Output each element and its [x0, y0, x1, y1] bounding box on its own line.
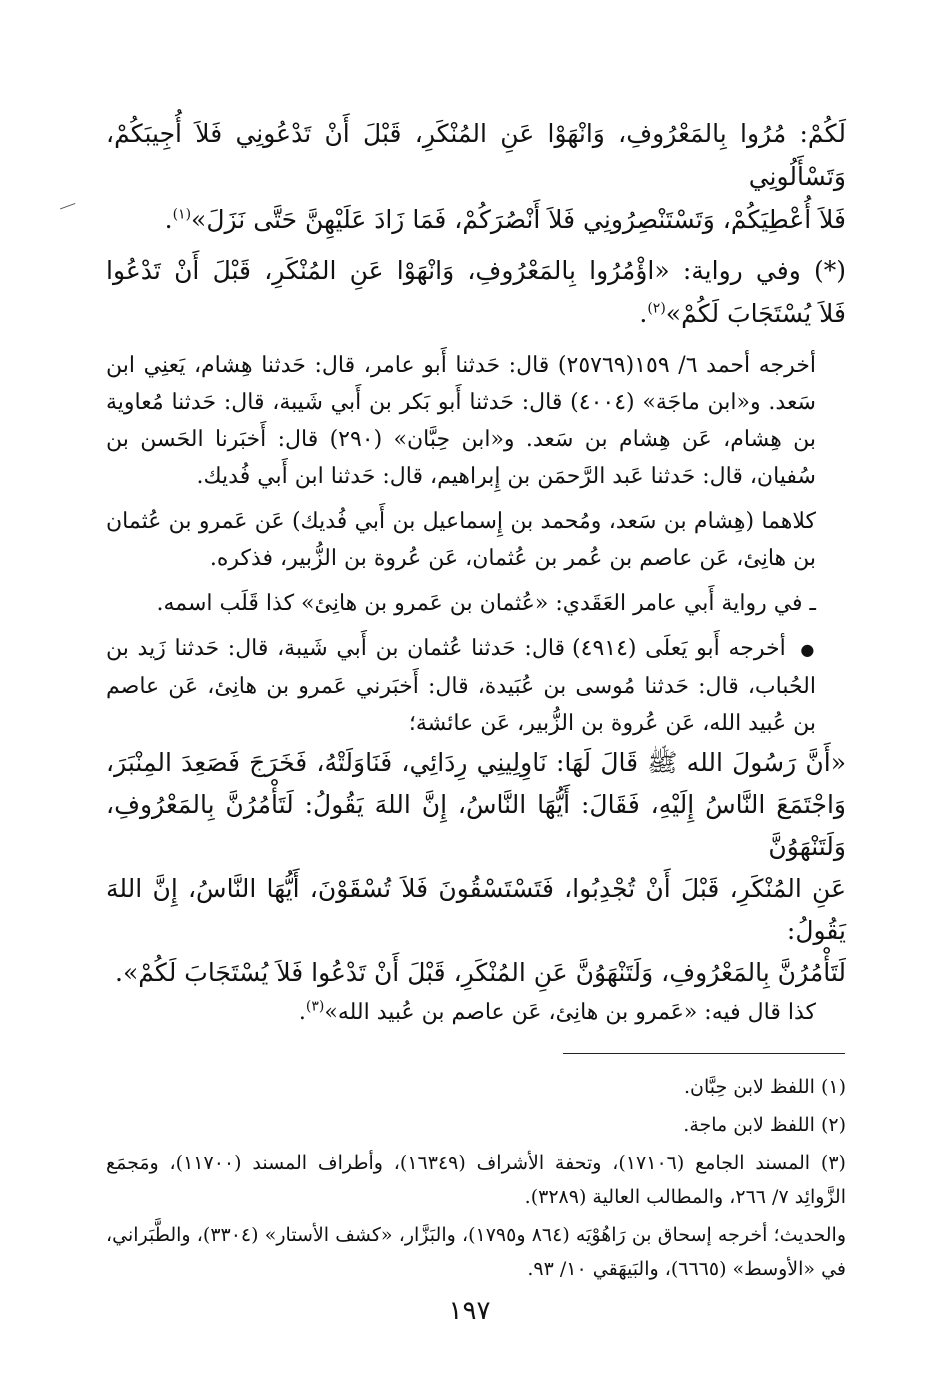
- footnotes: [106, 1070, 846, 1290]
- takhrij-kilahuma: كلاهما (هِشام بن سَعد، ومُحمد بن إِسماعيل بن أَبي فُديك) عَن عَمرو بن عُثمان بن هانِئ، عَن عاصم بن عُمر بن عُثمان، عَن عُروة بن الزُّبير، فذكره.: [106, 509, 816, 571]
- footnote-ref-2: (٢): [647, 300, 666, 317]
- hadith-intro: [106, 112, 846, 241]
- hadith-intro-line-1: لَكُمْ: مُرُوا بِالمَعْرُوفِ، وَانْهَوْا عَنِ المُنْكَرِ، قَبْلَ أَنْ تَدْعُونِي فَلاَ أُجِيبَكُمْ، وَتَسْأَلُونِي: [106, 119, 846, 191]
- footnote-3: (٣) المسند الجامع (١٧١٠٦)، وتحفة الأشراف (١٦٣٤٩)، وأطراف المسند (١١٧٠٠)، ومَجمَع الزَّوائِد ٧/ ٢٦٦، والمطالب العالية (٣٢٨٩).: [106, 1152, 846, 1208]
- footnote-1: (١) اللفظ لابن حِبَّان.: [683, 1076, 846, 1098]
- bullet-icon: ●: [800, 640, 816, 659]
- hadith-intro-line-2: فَلاَ أُعْطِيَكُمْ، وَتَسْتَنْصِرُونِي فَلاَ أَنْصُرَكُمْ، فَمَا زَادَ عَلَيْهِنَّ حَتَّى نَزَلَ»$^{(١)}$.: [164, 205, 846, 234]
- kadha-note-wrap: [106, 994, 846, 1031]
- takhrij-abu-amir-note: ـ في رواية أَبي عامر العَقَدي: «عُثمان بن عَمرو بن هانِئ» كذا قَلَب اسمه.: [156, 591, 816, 616]
- riwaya-line-2: فَلاَ يُسْتَجَابَ لَكُمْ»$^{(٢)}$.: [639, 299, 846, 328]
- footnote-3-continued: والحديث؛ أخرجه إسحاق بن رَاهُوْيَه (٨٦٤ و١٧٩٥)، والبَزَّار، «كشف الأستار» (٣٣٠٤)، والطَّبَراني، في «الأوسط» (٦٦٦٥)، والبَيهَقي ١٠/ ٩٣.: [106, 1224, 847, 1280]
- footnote-ref-3: (٣): [305, 998, 325, 1015]
- hadith-intro-line-2-text: فَلاَ أُعْطِيَكُمْ، وَتَسْتَنْصِرُونِي فَلاَ أَنْصُرَكُمْ، فَمَا زَادَ عَلَيْهِنَّ حَتَّى نَزَلَ»: [191, 205, 846, 234]
- riwaya-line-2-text: فَلاَ يُسْتَجَابَ لَكُمْ»: [665, 299, 846, 328]
- takhrij-abu-yala: [106, 630, 846, 742]
- takhrij-section: [106, 347, 846, 742]
- page-body: [106, 112, 846, 1031]
- hadith-aisha-line-1: «أَنَّ رَسُولَ الله ﷺ قَالَ لَهَا: نَاوِلِينِي رِدَائِي، فَنَاوَلَتْهُ، فَخَرَجَ فَصَعِدَ المِنْبَرَ،: [106, 748, 846, 777]
- takhrij-abu-yala-text: أخرجه أَبو يَعلَى (٤٩١٤) قال: حَدثنا عُثمان بن أَبي شَيبة، قال: حَدثنا زَيد بن الحُباب، قال: حَدثنا مُوسى بن عُبَيدة، قال: أَخبَرني عَمرو بن هانِئ، عَن عاصم بن عُبيد الله، عَن عُروة بن الزُّبير، عَن عائشة؛: [106, 636, 816, 736]
- margin-pencil-mark: [57, 194, 76, 210]
- footnote-ref-1: (١): [172, 206, 192, 223]
- riwaya-variant: [106, 249, 846, 335]
- hadith-aisha: [106, 742, 846, 994]
- hadith-aisha-line-2: وَاجْتَمَعَ النَّاسُ إِلَيْهِ، فَقَالَ: أَيُّهَا النَّاسُ، إِنَّ اللهَ يَقُولُ: لَتَأْمُرُنَّ بِالمَعْرُوفِ، وَلَتَنْهَوُنَّ: [106, 790, 846, 861]
- riwaya-line-1: (*) وفي رواية: «اؤْمُرُوا بِالمَعْرُوفِ، وَانْهَوْا عَنِ المُنْكَرِ، قَبْلَ أَنْ تَدْعُوا: [106, 256, 846, 285]
- footnote-divider: [563, 1053, 845, 1054]
- kadha-note-text: كذا قال فيه: «عَمرو بن هانِئ، عَن عاصم بن عُبيد الله»: [324, 1000, 816, 1025]
- hadith-aisha-line-4: لَتَأْمُرُنَّ بِالمَعْرُوفِ، وَلَتَنْهَوُنَّ عَنِ المُنْكَرِ، قَبْلَ أَنْ تَدْعُوا فَلاَ يُسْتَجَابَ لَكُمْ».: [115, 958, 846, 987]
- hadith-aisha-line-3: عَنِ المُنْكَرِ، قَبْلَ أَنْ تُجْدِبُوا، فَتَسْتَسْقُونَ فَلاَ تُسْقَوْنَ، أَيُّهَا النَّاسُ، إِنَّ اللهَ يَقُولُ:: [106, 874, 846, 945]
- page-number: ١٩٧: [448, 1296, 491, 1326]
- kadha-note: كذا قال فيه: «عَمرو بن هانِئ، عَن عاصم بن عُبيد الله»$^{(٣)}$.: [298, 998, 816, 1025]
- footnote-2: (٢) اللفظ لابن ماجة.: [683, 1114, 846, 1136]
- takhrij-ahmad: أخرجه أحمد ٦/ ١٥٩(٢٥٧٦٩) قال: حَدثنا أَبو عامر، قال: حَدثنا هِشام، يَعنِي ابن سَعد. و«ابن ماجَة» (٤٠٠٤) قال: حَدثنا أَبو بَكر بن أَبي شَيبة، قال: حَدثنا مُعاوية بن هِشام، عَن هِشام بن سَعد. و«ابن حِبَّان» (٢٩٠) قال: أَخبَرنا الحَسن بن سُفيان، قال: حَدثنا عَبد الرَّحمَن بن إِبراهيم، قال: حَدثنا ابن أَبي فُديك.: [106, 353, 817, 489]
